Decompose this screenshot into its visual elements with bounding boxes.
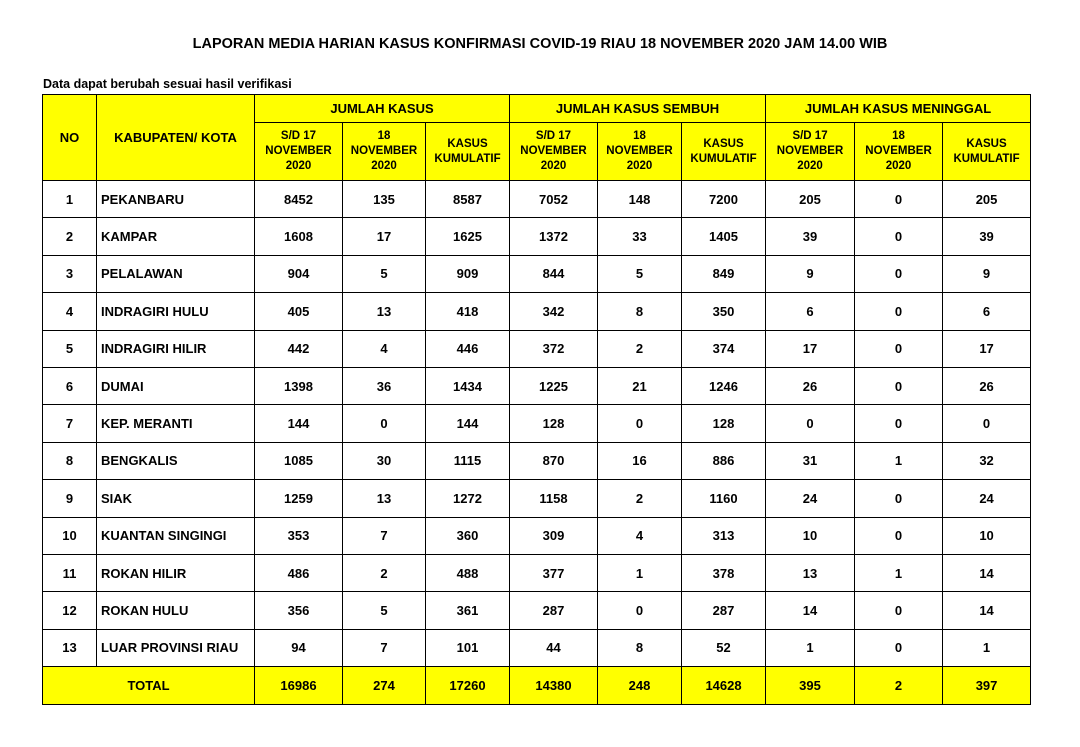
row-meninggal-18: 1 xyxy=(855,442,943,479)
row-kasus-sd17: 1608 xyxy=(255,218,343,255)
row-kasus-18: 4 xyxy=(343,330,426,367)
table-row xyxy=(43,405,1031,442)
row-kasus-sd17: 486 xyxy=(255,554,343,591)
row-kabupaten: PEKANBARU xyxy=(97,181,255,218)
table-row xyxy=(43,517,1031,554)
header-sembuh-kumulatif: KASUS KUMULATIF xyxy=(682,123,766,181)
row-kasus-kumulatif: 446 xyxy=(426,330,510,367)
row-kasus-18: 30 xyxy=(343,442,426,479)
table-row xyxy=(43,592,1031,629)
row-meninggal-18: 0 xyxy=(855,517,943,554)
row-kasus-kumulatif: 909 xyxy=(426,255,510,292)
row-sembuh-kumulatif: 374 xyxy=(682,330,766,367)
header-kasus-kumulatif: KASUS KUMULATIF xyxy=(426,123,510,181)
total-kasus-18: 274 xyxy=(343,667,426,705)
row-sembuh-sd17: 7052 xyxy=(510,181,598,218)
table-row xyxy=(43,367,1031,404)
row-kasus-18: 36 xyxy=(343,367,426,404)
row-sembuh-kumulatif: 52 xyxy=(682,629,766,666)
row-kabupaten: KAMPAR xyxy=(97,218,255,255)
total-meninggal-18: 2 xyxy=(855,667,943,705)
row-sembuh-18: 5 xyxy=(598,255,682,292)
row-kabupaten: LUAR PROVINSI RIAU xyxy=(97,629,255,666)
row-sembuh-18: 4 xyxy=(598,517,682,554)
row-kasus-kumulatif: 101 xyxy=(426,629,510,666)
row-kasus-kumulatif: 8587 xyxy=(426,181,510,218)
row-meninggal-sd17: 1 xyxy=(766,629,855,666)
row-kasus-kumulatif: 1434 xyxy=(426,367,510,404)
row-meninggal-kumulatif: 10 xyxy=(943,517,1031,554)
row-meninggal-sd17: 31 xyxy=(766,442,855,479)
covid-cases-table xyxy=(42,94,1031,705)
row-kasus-18: 5 xyxy=(343,592,426,629)
row-sembuh-sd17: 870 xyxy=(510,442,598,479)
row-no: 7 xyxy=(43,405,97,442)
row-sembuh-kumulatif: 287 xyxy=(682,592,766,629)
row-sembuh-18: 0 xyxy=(598,405,682,442)
row-kasus-sd17: 1398 xyxy=(255,367,343,404)
row-meninggal-sd17: 39 xyxy=(766,218,855,255)
header-no: NO xyxy=(43,95,97,181)
total-row xyxy=(43,667,1031,705)
row-meninggal-kumulatif: 9 xyxy=(943,255,1031,292)
row-kasus-sd17: 356 xyxy=(255,592,343,629)
row-sembuh-kumulatif: 128 xyxy=(682,405,766,442)
row-kasus-18: 17 xyxy=(343,218,426,255)
table-row xyxy=(43,480,1031,517)
header-sembuh-sd17: S/D 17 NOVEMBER 2020 xyxy=(510,123,598,181)
row-sembuh-kumulatif: 7200 xyxy=(682,181,766,218)
row-kasus-sd17: 405 xyxy=(255,293,343,330)
row-meninggal-kumulatif: 1 xyxy=(943,629,1031,666)
row-meninggal-18: 0 xyxy=(855,480,943,517)
row-meninggal-18: 0 xyxy=(855,181,943,218)
row-kasus-18: 7 xyxy=(343,629,426,666)
row-sembuh-kumulatif: 849 xyxy=(682,255,766,292)
header-jumlah-kasus: JUMLAH KASUS xyxy=(255,95,510,123)
row-meninggal-sd17: 24 xyxy=(766,480,855,517)
row-meninggal-kumulatif: 14 xyxy=(943,592,1031,629)
row-meninggal-kumulatif: 24 xyxy=(943,480,1031,517)
verification-note: Data dapat berubah sesuai hasil verifikasi xyxy=(43,77,292,91)
total-sembuh-18: 248 xyxy=(598,667,682,705)
table-row xyxy=(43,330,1031,367)
row-meninggal-kumulatif: 26 xyxy=(943,367,1031,404)
table-row xyxy=(43,629,1031,666)
row-sembuh-kumulatif: 350 xyxy=(682,293,766,330)
row-sembuh-kumulatif: 1160 xyxy=(682,480,766,517)
row-meninggal-kumulatif: 17 xyxy=(943,330,1031,367)
row-sembuh-sd17: 44 xyxy=(510,629,598,666)
header-meninggal-18: 18 NOVEMBER 2020 xyxy=(855,123,943,181)
table-body xyxy=(43,181,1031,667)
row-kasus-kumulatif: 361 xyxy=(426,592,510,629)
total-label: TOTAL xyxy=(43,667,255,705)
row-sembuh-kumulatif: 378 xyxy=(682,554,766,591)
row-meninggal-18: 0 xyxy=(855,629,943,666)
row-meninggal-sd17: 26 xyxy=(766,367,855,404)
row-sembuh-18: 148 xyxy=(598,181,682,218)
row-meninggal-kumulatif: 14 xyxy=(943,554,1031,591)
row-sembuh-kumulatif: 1246 xyxy=(682,367,766,404)
row-no: 12 xyxy=(43,592,97,629)
total-kasus-kumulatif: 17260 xyxy=(426,667,510,705)
row-kasus-sd17: 442 xyxy=(255,330,343,367)
header-kasus-sd17: S/D 17 NOVEMBER 2020 xyxy=(255,123,343,181)
header-sembuh-18: 18 NOVEMBER 2020 xyxy=(598,123,682,181)
total-sembuh-sd17: 14380 xyxy=(510,667,598,705)
row-sembuh-18: 16 xyxy=(598,442,682,479)
row-no: 9 xyxy=(43,480,97,517)
row-no: 5 xyxy=(43,330,97,367)
row-sembuh-kumulatif: 886 xyxy=(682,442,766,479)
row-sembuh-18: 8 xyxy=(598,629,682,666)
row-meninggal-sd17: 205 xyxy=(766,181,855,218)
row-sembuh-18: 33 xyxy=(598,218,682,255)
header-meninggal-kumulatif: KASUS KUMULATIF xyxy=(943,123,1031,181)
row-kasus-kumulatif: 1115 xyxy=(426,442,510,479)
row-sembuh-sd17: 372 xyxy=(510,330,598,367)
header-meninggal-sd17: S/D 17 NOVEMBER 2020 xyxy=(766,123,855,181)
row-meninggal-18: 0 xyxy=(855,218,943,255)
row-kasus-kumulatif: 144 xyxy=(426,405,510,442)
row-sembuh-18: 0 xyxy=(598,592,682,629)
table-row xyxy=(43,218,1031,255)
header-jumlah-meninggal: JUMLAH KASUS MENINGGAL xyxy=(766,95,1031,123)
row-sembuh-18: 2 xyxy=(598,330,682,367)
row-sembuh-sd17: 844 xyxy=(510,255,598,292)
table-row xyxy=(43,554,1031,591)
row-meninggal-sd17: 13 xyxy=(766,554,855,591)
row-kasus-18: 2 xyxy=(343,554,426,591)
row-sembuh-sd17: 1225 xyxy=(510,367,598,404)
row-sembuh-18: 8 xyxy=(598,293,682,330)
header-group-row xyxy=(43,95,1031,123)
row-meninggal-18: 0 xyxy=(855,592,943,629)
row-no: 8 xyxy=(43,442,97,479)
row-sembuh-sd17: 309 xyxy=(510,517,598,554)
row-sembuh-18: 2 xyxy=(598,480,682,517)
row-no: 3 xyxy=(43,255,97,292)
row-kabupaten: KEP. MERANTI xyxy=(97,405,255,442)
row-sembuh-sd17: 1158 xyxy=(510,480,598,517)
header-kasus-18: 18 NOVEMBER 2020 xyxy=(343,123,426,181)
row-sembuh-18: 1 xyxy=(598,554,682,591)
table-row xyxy=(43,255,1031,292)
total-meninggal-sd17: 395 xyxy=(766,667,855,705)
row-kasus-sd17: 904 xyxy=(255,255,343,292)
row-kasus-18: 7 xyxy=(343,517,426,554)
row-meninggal-kumulatif: 39 xyxy=(943,218,1031,255)
row-kasus-kumulatif: 1272 xyxy=(426,480,510,517)
row-kabupaten: BENGKALIS xyxy=(97,442,255,479)
row-kasus-kumulatif: 418 xyxy=(426,293,510,330)
row-sembuh-sd17: 287 xyxy=(510,592,598,629)
row-no: 4 xyxy=(43,293,97,330)
table-row xyxy=(43,442,1031,479)
row-meninggal-sd17: 0 xyxy=(766,405,855,442)
header-kabupaten: KABUPATEN/ KOTA xyxy=(97,95,255,181)
row-kasus-18: 0 xyxy=(343,405,426,442)
row-no: 13 xyxy=(43,629,97,666)
row-kasus-sd17: 1085 xyxy=(255,442,343,479)
row-kabupaten: INDRAGIRI HILIR xyxy=(97,330,255,367)
row-kasus-18: 13 xyxy=(343,480,426,517)
row-sembuh-sd17: 342 xyxy=(510,293,598,330)
row-meninggal-18: 0 xyxy=(855,255,943,292)
row-meninggal-sd17: 14 xyxy=(766,592,855,629)
table-row xyxy=(43,181,1031,218)
row-kasus-sd17: 144 xyxy=(255,405,343,442)
row-kabupaten: PELALAWAN xyxy=(97,255,255,292)
total-kasus-sd17: 16986 xyxy=(255,667,343,705)
header-jumlah-sembuh: JUMLAH KASUS SEMBUH xyxy=(510,95,766,123)
row-kabupaten: KUANTAN SINGINGI xyxy=(97,517,255,554)
row-sembuh-kumulatif: 313 xyxy=(682,517,766,554)
row-meninggal-18: 0 xyxy=(855,330,943,367)
row-meninggal-sd17: 17 xyxy=(766,330,855,367)
total-meninggal-kumulatif: 397 xyxy=(943,667,1031,705)
row-meninggal-sd17: 9 xyxy=(766,255,855,292)
row-no: 10 xyxy=(43,517,97,554)
row-no: 2 xyxy=(43,218,97,255)
total-sembuh-kumulatif: 14628 xyxy=(682,667,766,705)
table-row xyxy=(43,293,1031,330)
row-meninggal-18: 0 xyxy=(855,405,943,442)
row-meninggal-kumulatif: 32 xyxy=(943,442,1031,479)
row-meninggal-sd17: 10 xyxy=(766,517,855,554)
row-kabupaten: ROKAN HULU xyxy=(97,592,255,629)
row-sembuh-sd17: 377 xyxy=(510,554,598,591)
row-kabupaten: ROKAN HILIR xyxy=(97,554,255,591)
row-kasus-kumulatif: 360 xyxy=(426,517,510,554)
row-sembuh-sd17: 128 xyxy=(510,405,598,442)
report-title: LAPORAN MEDIA HARIAN KASUS KONFIRMASI COVID-19 RIAU 18 NOVEMBER 2020 JAM 14.00 WIB xyxy=(192,36,888,52)
row-kabupaten: INDRAGIRI HULU xyxy=(97,293,255,330)
row-kabupaten: DUMAI xyxy=(97,367,255,404)
row-kasus-sd17: 8452 xyxy=(255,181,343,218)
row-meninggal-18: 0 xyxy=(855,293,943,330)
row-sembuh-18: 21 xyxy=(598,367,682,404)
row-kabupaten: SIAK xyxy=(97,480,255,517)
row-meninggal-kumulatif: 0 xyxy=(943,405,1031,442)
row-meninggal-kumulatif: 6 xyxy=(943,293,1031,330)
row-sembuh-kumulatif: 1405 xyxy=(682,218,766,255)
row-kasus-sd17: 94 xyxy=(255,629,343,666)
row-kasus-sd17: 353 xyxy=(255,517,343,554)
row-meninggal-sd17: 6 xyxy=(766,293,855,330)
row-no: 1 xyxy=(43,181,97,218)
row-kasus-18: 5 xyxy=(343,255,426,292)
row-meninggal-18: 0 xyxy=(855,367,943,404)
row-kasus-kumulatif: 1625 xyxy=(426,218,510,255)
row-meninggal-18: 1 xyxy=(855,554,943,591)
row-no: 11 xyxy=(43,554,97,591)
row-kasus-18: 135 xyxy=(343,181,426,218)
row-meninggal-kumulatif: 205 xyxy=(943,181,1031,218)
row-no: 6 xyxy=(43,367,97,404)
row-kasus-kumulatif: 488 xyxy=(426,554,510,591)
row-sembuh-sd17: 1372 xyxy=(510,218,598,255)
row-kasus-18: 13 xyxy=(343,293,426,330)
row-kasus-sd17: 1259 xyxy=(255,480,343,517)
